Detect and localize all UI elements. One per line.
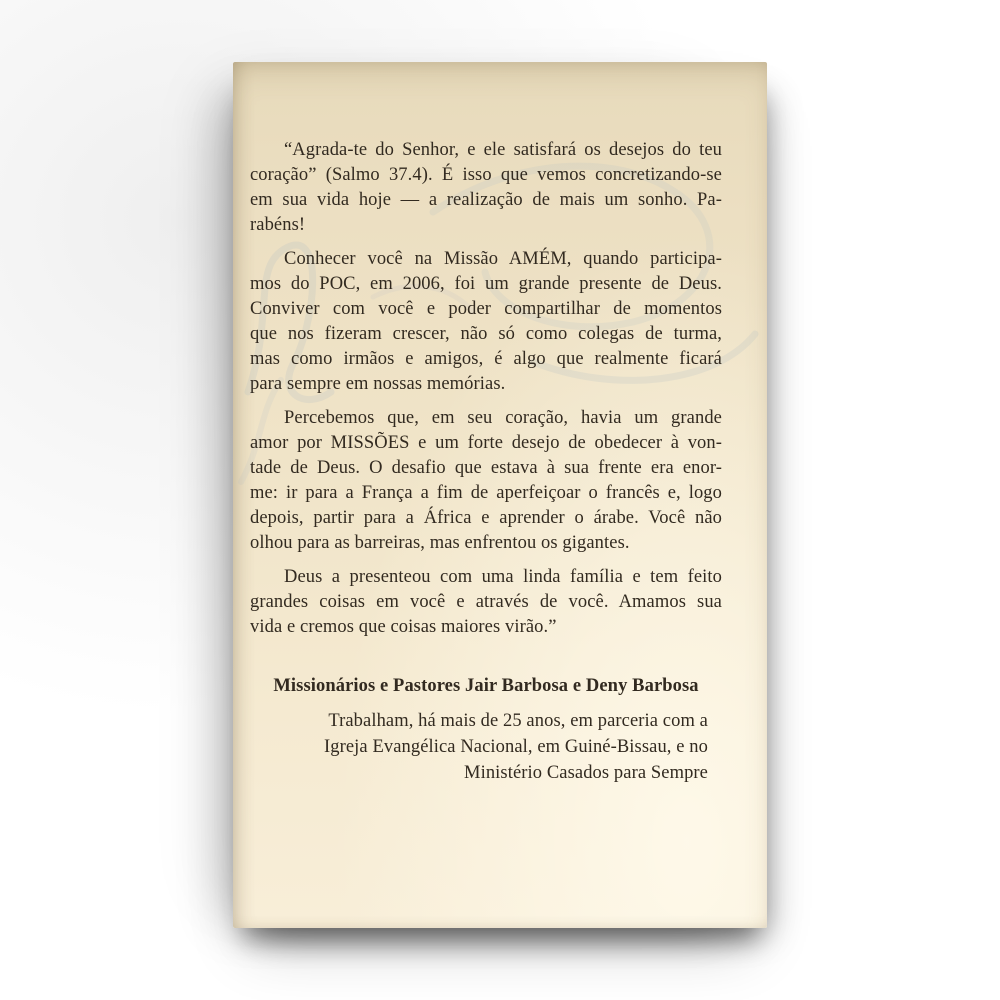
paragraph-meeting	[250, 247, 722, 397]
paragraph-blessing	[250, 565, 722, 640]
text-line: mas como irmãos e amigos, é algo que realmente ficará	[250, 349, 722, 369]
text-line: Conhecer você na Missão AMÉM, quando participa-	[284, 249, 722, 269]
text-line: em sua vida hoje — a realização de mais um sonho. Pa-	[250, 190, 722, 210]
text-line: Percebemos que, em seu coração, havia um grande	[284, 408, 722, 428]
text-line: Conviver com você e poder compartilhar de momentos	[250, 299, 722, 319]
credit-line: Trabalham, há mais de 25 anos, em parceria com a	[328, 711, 708, 731]
text-line: amor por MISSÕES e um forte desejo de obedecer à von-	[250, 433, 722, 453]
text-line: para sempre em nossas memórias.	[250, 374, 506, 394]
paragraph-quote	[250, 138, 722, 238]
text-line: grandes coisas em você e através de você. Amamos sua	[250, 592, 722, 612]
text-line: coração” (Salmo 37.4). É isso que vemos concretizando-se	[250, 165, 722, 185]
book-page	[233, 62, 767, 928]
text-line: depois, partir para a África e aprender o árabe. Você não	[250, 508, 722, 528]
credit-line: Ministério Casados para Sempre	[464, 763, 708, 783]
page-text	[233, 62, 767, 928]
text-line: tade de Deus. O desafio que estava à sua frente era enor-	[250, 458, 722, 478]
text-line: mos do POC, em 2006, foi um grande presente de Deus.	[250, 274, 722, 294]
text-line: vida e cremos que coisas maiores virão.”	[250, 617, 557, 637]
text-line: rabéns!	[250, 215, 306, 235]
credit-line: Igreja Evangélica Nacional, em Guiné-Bissau, e no	[323, 737, 708, 757]
text-line: “Agrada-te do Senhor, e ele satisfará os desejos do teu	[284, 140, 722, 160]
text-line: Deus a presenteou com uma linda família e tem feito	[284, 567, 722, 587]
text-line: que nos fizeram crescer, não só como colegas de turma,	[250, 324, 722, 344]
paragraph-missions	[250, 406, 722, 556]
text-line: me: ir para a França a fim de aperfeiçoar o francês e, logo	[250, 483, 722, 503]
signature-line: Missionários e Pastores Jair Barbosa e Deny Barbosa	[273, 676, 699, 696]
text-line: olhou para as barreiras, mas enfrentou os gigantes.	[250, 533, 630, 553]
credit-block	[250, 708, 722, 786]
